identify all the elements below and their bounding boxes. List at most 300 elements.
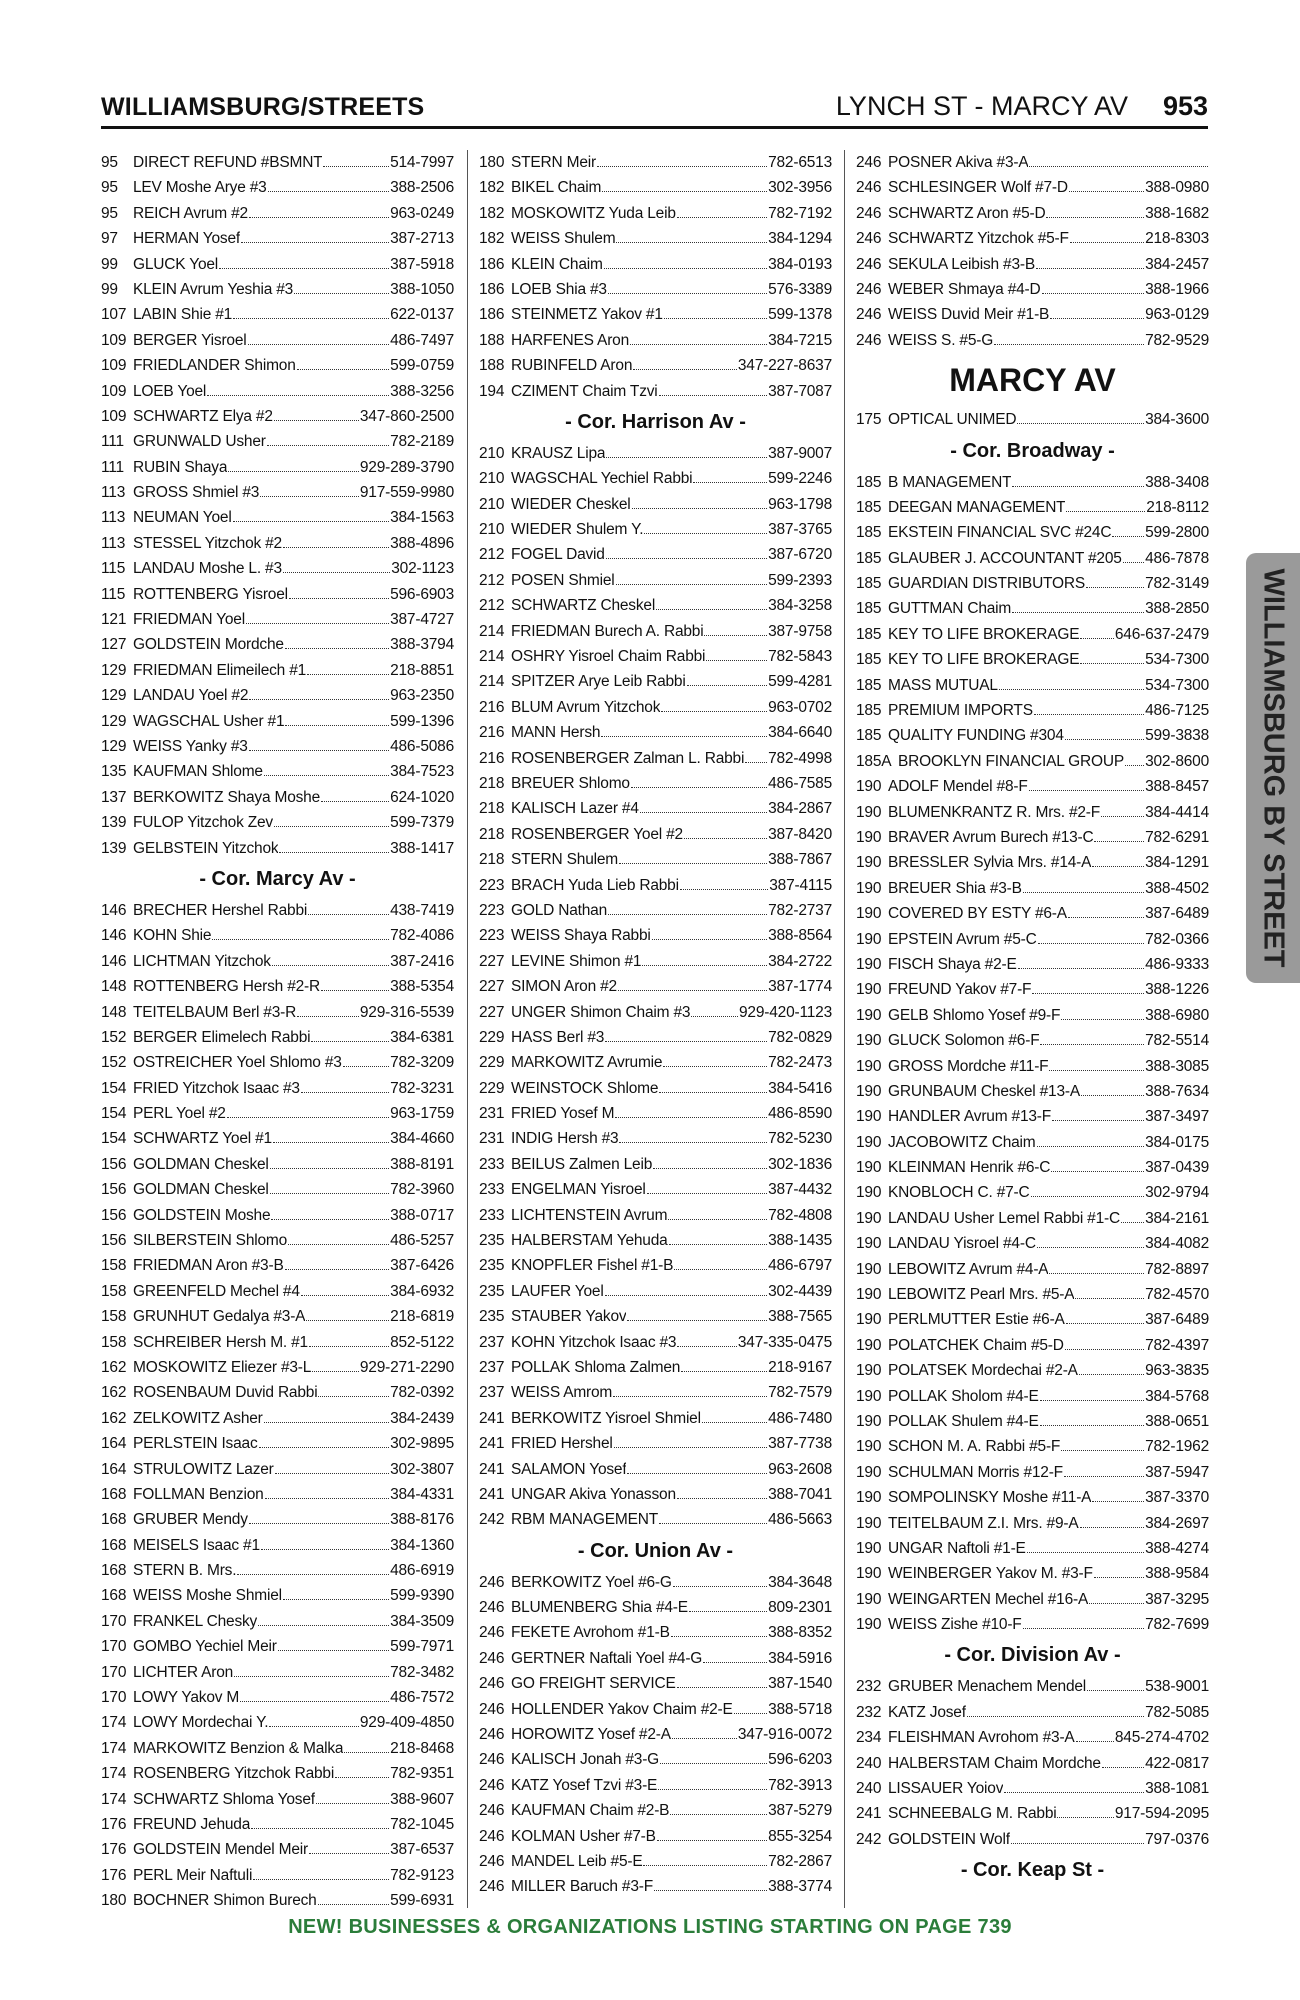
house-number: 190 (856, 828, 882, 846)
house-number: 218 (479, 800, 505, 818)
house-number: 109 (101, 357, 127, 375)
dot-leader (1061, 1019, 1144, 1020)
dot-leader (1081, 1095, 1144, 1096)
house-number: 233 (479, 1155, 505, 1173)
dot-leader (606, 558, 767, 559)
resident-name: GOLDSTEIN Mordche (133, 636, 284, 654)
dot-leader (618, 990, 767, 991)
resident-name: OSTREICHER Yoel Shlomo #3 (133, 1054, 342, 1072)
house-number: 168 (101, 1587, 127, 1605)
phone-number: 388-3794 (390, 636, 454, 654)
resident-name: HOLLENDER Yakov Chaim #2-E (511, 1700, 733, 1718)
phone-number: 596-6203 (768, 1751, 832, 1769)
resident-name: WEINSTOCK Shlome (511, 1079, 659, 1097)
dot-leader (1066, 511, 1145, 512)
house-number: 115 (101, 560, 126, 578)
listing-row (479, 568, 832, 593)
phone-number: 387-4727 (390, 611, 454, 629)
phone-number: 387-5918 (390, 255, 454, 273)
dot-leader (1080, 663, 1144, 664)
dot-leader (601, 736, 767, 737)
listing-row (856, 825, 1209, 850)
house-number: 152 (101, 1028, 127, 1046)
dot-leader (658, 1789, 767, 1790)
phone-number: 963-2608 (768, 1460, 832, 1478)
resident-name: KNOPFLER Fishel #1-B (511, 1257, 674, 1275)
house-number: 135 (101, 763, 127, 781)
house-number: 190 (856, 1006, 882, 1024)
dot-leader (664, 318, 767, 319)
house-number: 190 (856, 1032, 882, 1050)
resident-name: GLAUBER J. ACCOUNTANT #205 (888, 549, 1122, 567)
house-number: 194 (479, 382, 505, 400)
phone-number: 384-5416 (768, 1079, 832, 1097)
phone-number: 388-1226 (1145, 981, 1209, 999)
house-number: 109 (101, 382, 127, 400)
resident-name: WEISS Yanky #3 (133, 737, 248, 755)
dot-leader (285, 648, 389, 649)
house-number: 99 (101, 255, 118, 273)
listing-row (856, 774, 1209, 799)
listing-row (479, 277, 832, 302)
listing-row (101, 1126, 454, 1151)
house-number: 223 (479, 901, 505, 919)
dot-leader (1086, 587, 1144, 588)
listing-row (856, 596, 1209, 621)
listing-row (101, 429, 454, 454)
page-header (101, 86, 1208, 129)
dot-leader (1123, 562, 1144, 563)
listing-row (101, 632, 454, 657)
house-number: 190 (856, 1565, 882, 1583)
house-number: 185 (856, 473, 882, 491)
dot-leader (627, 1320, 767, 1321)
resident-name: WEBER Shmaya #4-D (888, 280, 1041, 298)
footer-notice: NEW! BUSINESSES & ORGANIZATIONS LISTING STARTING ON PAGE 739 (288, 1916, 1012, 1938)
phone-number: 384-6932 (390, 1282, 454, 1300)
listing-row (101, 1837, 454, 1862)
dot-leader (288, 1244, 389, 1245)
house-number: 154 (101, 1130, 127, 1148)
resident-name: PERL Meir Naftuli (133, 1866, 253, 1884)
house-number: 129 (101, 712, 127, 730)
phone-number: 388-2506 (390, 179, 454, 197)
phone-number: 646-637-2479 (1114, 625, 1209, 643)
listing-row (479, 923, 832, 948)
listing-row (856, 1307, 1209, 1332)
phone-number: 486-5086 (390, 737, 454, 755)
house-number: 185 (856, 524, 882, 542)
house-number: 156 (101, 1155, 127, 1173)
resident-name: KLEIN Avrum Yeshia #3 (133, 280, 294, 298)
phone-number: 218-8468 (390, 1739, 454, 1757)
house-number: 246 (479, 1573, 505, 1591)
dot-leader (659, 395, 768, 396)
house-number: 188 (479, 357, 505, 375)
listing-row (101, 226, 454, 251)
phone-number: 782-7192 (768, 204, 832, 222)
house-number: 176 (101, 1841, 127, 1859)
resident-name: GO FREIGHT SERVICE (511, 1675, 676, 1693)
phone-number: 782-7579 (768, 1384, 832, 1402)
house-number: 156 (101, 1232, 127, 1250)
house-number: 246 (479, 1878, 505, 1896)
resident-name: MASS MUTUAL (888, 676, 998, 694)
dot-leader (999, 689, 1144, 690)
phone-number: 384-2867 (768, 800, 832, 818)
house-number: 233 (479, 1206, 505, 1224)
listing-row (856, 927, 1209, 952)
dot-leader (684, 838, 767, 839)
house-number: 174 (101, 1765, 127, 1783)
listing-row (101, 734, 454, 759)
listing-row (101, 302, 454, 327)
resident-name: ROSENBERGER Zalman L. Rabbi (511, 749, 745, 767)
listing-row (479, 379, 832, 404)
dot-leader (343, 1066, 389, 1067)
house-number: 246 (479, 1599, 505, 1617)
phone-number: 387-6537 (390, 1841, 454, 1859)
resident-name: LEBOWITZ Pearl Mrs. #5-A (888, 1286, 1075, 1304)
house-number: 246 (856, 204, 882, 222)
resident-name: ROTTENBERG Yisroel (133, 585, 288, 603)
house-number: 214 (479, 622, 505, 640)
resident-name: SCHWARTZ Elya #2 (133, 407, 273, 425)
resident-name: ENGELMAN Yisroel (511, 1181, 646, 1199)
house-number: 190 (856, 803, 882, 821)
house-number: 246 (856, 255, 882, 273)
dot-leader (1049, 1070, 1144, 1071)
listing-row (101, 898, 454, 923)
house-number: 246 (856, 230, 882, 248)
house-number: 182 (479, 179, 505, 197)
phone-number: 782-2189 (390, 433, 454, 451)
phone-number: 388-8457 (1145, 778, 1209, 796)
house-number: 241 (856, 1805, 882, 1823)
resident-name: LANDAU Yoel #2 (133, 687, 249, 705)
dot-leader (264, 775, 389, 776)
house-number: 223 (479, 927, 505, 945)
dot-leader (311, 1041, 389, 1042)
listing-row (856, 1434, 1209, 1459)
phone-number: 782-6291 (1145, 828, 1209, 846)
dot-leader (1023, 892, 1144, 893)
listing-row (856, 1003, 1209, 1028)
dot-leader (272, 965, 389, 966)
dot-leader (273, 1142, 389, 1143)
dot-leader (745, 762, 767, 763)
phone-number: 782-5843 (768, 648, 832, 666)
listing-row (101, 1025, 454, 1050)
dot-leader (643, 1865, 767, 1866)
dot-leader (264, 1422, 389, 1423)
listing-row (856, 622, 1209, 647)
listing-row (479, 1570, 832, 1595)
resident-name: LAUFER Yoel (511, 1282, 604, 1300)
listing-row (856, 1180, 1209, 1205)
listing-row (101, 1685, 454, 1710)
listing-row (101, 1710, 454, 1735)
dot-leader (1102, 1767, 1144, 1768)
house-number: 210 (479, 444, 505, 462)
phone-number: 486-7572 (390, 1689, 454, 1707)
dot-leader (1040, 1400, 1144, 1401)
resident-name: GERTNER Naftali Yoel #4-G (511, 1649, 703, 1667)
listing-row (856, 1801, 1209, 1826)
listing-row (101, 175, 454, 200)
dot-leader (306, 1320, 389, 1321)
phone-number: 302-4439 (768, 1282, 832, 1300)
dot-leader (1037, 1247, 1144, 1248)
listing-row (856, 850, 1209, 875)
phone-number: 387-6720 (768, 546, 832, 564)
phone-number: 384-5916 (768, 1649, 832, 1667)
phone-number: 599-1378 (768, 306, 832, 324)
resident-name: BERKOWITZ Yisroel Shmiel (511, 1409, 701, 1427)
listing-row (479, 150, 832, 175)
listing-row (101, 1431, 454, 1456)
phone-number: 302-9794 (1145, 1184, 1209, 1202)
house-number: 168 (101, 1562, 127, 1580)
house-number: 170 (101, 1612, 127, 1630)
resident-name: UNGER Shimon Chaim #3 (511, 1003, 691, 1021)
listing-row (101, 379, 454, 404)
listing-row (101, 974, 454, 999)
listing-row (479, 353, 832, 378)
listing-row (101, 709, 454, 734)
listing-row (856, 749, 1209, 774)
phone-number: 963-1798 (768, 495, 832, 513)
house-number: 99 (101, 280, 118, 298)
listing-row (101, 328, 454, 353)
resident-name: JACOBOWITZ Chaim (888, 1133, 1036, 1151)
house-number: 146 (101, 927, 127, 945)
phone-number: 486-7480 (768, 1409, 832, 1427)
listing-row (101, 949, 454, 974)
dot-leader (289, 598, 389, 599)
phone-number: 388-8564 (768, 927, 832, 945)
resident-name: WEISS Shulem (511, 230, 616, 248)
phone-number: 388-1417 (390, 839, 454, 857)
phone-number: 387-6489 (1145, 1311, 1209, 1329)
dot-leader (616, 242, 767, 243)
dot-leader (656, 609, 767, 610)
phone-number: 929-289-3790 (359, 458, 454, 476)
house-number: 180 (101, 1892, 127, 1910)
dot-leader (1017, 423, 1144, 424)
resident-name: KOHN Shie (133, 927, 212, 945)
dot-leader (1076, 1741, 1114, 1742)
phone-number: 384-4082 (1145, 1235, 1209, 1253)
resident-name: LICHTER Aron (133, 1663, 234, 1681)
dot-leader (668, 1219, 767, 1220)
resident-name: GOLD Nathan (511, 901, 608, 919)
dot-leader (1092, 1501, 1144, 1502)
listing-row (101, 1076, 454, 1101)
phone-number: 387-1774 (768, 978, 832, 996)
house-number: 190 (856, 1235, 882, 1253)
phone-number: 388-9607 (390, 1790, 454, 1808)
dot-leader (267, 445, 389, 446)
phone-number: 782-5514 (1145, 1032, 1209, 1050)
dot-leader (661, 711, 767, 712)
dot-leader (265, 1498, 390, 1499)
listing-row (479, 1747, 832, 1772)
house-number: 235 (479, 1308, 505, 1326)
phone-number: 302-1836 (768, 1155, 832, 1173)
house-number: 148 (101, 978, 127, 996)
phone-number: 388-3256 (390, 382, 454, 400)
side-tab (1246, 553, 1300, 983)
phone-number: 384-4414 (1145, 803, 1209, 821)
listing-row (856, 1674, 1209, 1699)
dot-leader (1075, 1298, 1144, 1299)
house-number: 190 (856, 1362, 882, 1380)
listing-row (479, 542, 832, 567)
house-number: 190 (856, 1082, 882, 1100)
house-number: 113 (101, 484, 126, 502)
listing-row (479, 1228, 832, 1253)
house-number: 218 (479, 774, 505, 792)
phone-number: 486-8590 (768, 1105, 832, 1123)
listing-row (856, 1333, 1209, 1358)
dot-leader (616, 584, 768, 585)
dot-leader (597, 166, 767, 167)
dot-leader (1065, 1349, 1144, 1350)
dot-leader (1051, 1171, 1144, 1172)
resident-name: BLUMENBERG Shia #4-E (511, 1599, 688, 1617)
dot-leader (689, 1611, 767, 1612)
resident-name: GOLDMAN Cheskel (133, 1181, 269, 1199)
phone-number: 387-1540 (768, 1675, 832, 1693)
resident-name: BROOKLYN FINANCIAL GROUP (898, 752, 1125, 770)
listing-row (856, 1827, 1209, 1852)
listing-row (856, 150, 1209, 175)
phone-number: 388-8352 (768, 1624, 832, 1642)
dot-leader (1069, 191, 1144, 192)
listing-row (856, 1384, 1209, 1409)
house-number: 168 (101, 1511, 127, 1529)
dot-leader (344, 1752, 389, 1753)
resident-name: BERGER Elimelech Rabbi (133, 1028, 311, 1046)
dot-leader (630, 344, 767, 345)
phone-number: 486-6797 (768, 1257, 832, 1275)
resident-name: BERGER Yisroel (133, 331, 247, 349)
phone-number: 782-6513 (768, 154, 832, 171)
house-number: 190 (856, 1336, 882, 1354)
listing-row (101, 1330, 454, 1355)
phone-number: 302-1123 (391, 560, 454, 578)
listing-row (856, 495, 1209, 520)
house-number: 210 (479, 470, 505, 488)
house-number: 240 (856, 1754, 882, 1772)
listing-row (101, 480, 454, 505)
listing-row (101, 1507, 454, 1532)
listing-row (856, 1409, 1209, 1434)
dot-leader (1018, 968, 1144, 969)
house-number: 113 (101, 534, 126, 552)
house-number: 185 (856, 676, 882, 694)
phone-number: 384-2457 (1145, 255, 1209, 273)
resident-name: KALISCH Jonah #3-G (511, 1751, 660, 1769)
phone-number: 782-4397 (1145, 1336, 1209, 1354)
dot-leader (1080, 1527, 1145, 1528)
house-number: 111 (101, 433, 124, 451)
house-number: 180 (479, 154, 505, 171)
resident-name: KOHN Yitzchok Isaac #3 (511, 1333, 677, 1351)
house-number: 190 (856, 778, 882, 796)
resident-name: RUBINFELD Aron (511, 357, 633, 375)
resident-name: HALBERSTAM Yehuda (511, 1232, 668, 1250)
phone-number: 388-5718 (768, 1700, 832, 1718)
dot-leader (681, 1371, 767, 1372)
dot-leader (1050, 318, 1144, 319)
dot-leader (228, 471, 359, 472)
listing-row (101, 1660, 454, 1685)
house-number: 246 (479, 1802, 505, 1820)
resident-name: GELB Shlomo Yosef #9-F (888, 1006, 1061, 1024)
listing-row (856, 1587, 1209, 1612)
dot-leader (1034, 714, 1144, 715)
resident-name: FRIED Hershel (511, 1435, 613, 1453)
listing-row (479, 302, 832, 327)
house-number: 185A (856, 752, 892, 770)
dot-leader (241, 242, 389, 243)
house-number: 185 (856, 625, 882, 643)
phone-number: 384-3258 (768, 597, 832, 615)
dot-leader (279, 852, 389, 853)
resident-name: WEISS Amrom (511, 1384, 613, 1402)
resident-name: SCHNEEBALG M. Rabbi (888, 1805, 1057, 1823)
phone-number: 384-2439 (390, 1409, 454, 1427)
phone-number: 599-7971 (390, 1638, 454, 1656)
resident-name: BERKOWITZ Yoel #6-G (511, 1573, 672, 1591)
house-number: 174 (101, 1739, 127, 1757)
dot-leader (258, 1625, 389, 1626)
house-number: 246 (479, 1853, 505, 1870)
phone-number: 782-4086 (390, 927, 454, 945)
resident-name: WIEDER Cheskel (511, 495, 631, 513)
resident-name: BLUM Avrum Yitzchok (511, 698, 661, 716)
dot-leader (321, 801, 389, 802)
resident-name: HALBERSTAM Chaim Mordche (888, 1754, 1101, 1772)
phone-number: 387-2713 (390, 230, 454, 248)
resident-name: POSNER Akiva #3-A (888, 154, 1029, 171)
dot-leader (1092, 866, 1144, 867)
phone-number: 387-6426 (390, 1257, 454, 1275)
phone-number: 384-3600 (1145, 411, 1209, 429)
house-number: 235 (479, 1232, 505, 1250)
phone-number: 384-0193 (768, 255, 832, 273)
house-number: 129 (101, 661, 127, 679)
dot-leader (674, 1269, 767, 1270)
listing-row (101, 582, 454, 607)
phone-number: 782-3482 (390, 1663, 454, 1681)
house-number: 185 (856, 549, 882, 567)
resident-name: SCHULMAN Morris #12-F (888, 1463, 1063, 1481)
listing-row (101, 1203, 454, 1228)
house-number: 188 (479, 331, 505, 349)
listing-row (101, 1000, 454, 1025)
resident-name: KATZ Yosef Tzvi #3-E (511, 1776, 658, 1794)
dot-leader (1012, 612, 1144, 613)
dot-leader (237, 1574, 389, 1575)
dot-leader (207, 395, 389, 396)
phone-number: 388-3408 (1145, 473, 1209, 491)
listing-row (479, 593, 832, 618)
phone-number: 388-7634 (1145, 1082, 1209, 1100)
phone-number: 384-4331 (390, 1485, 454, 1503)
